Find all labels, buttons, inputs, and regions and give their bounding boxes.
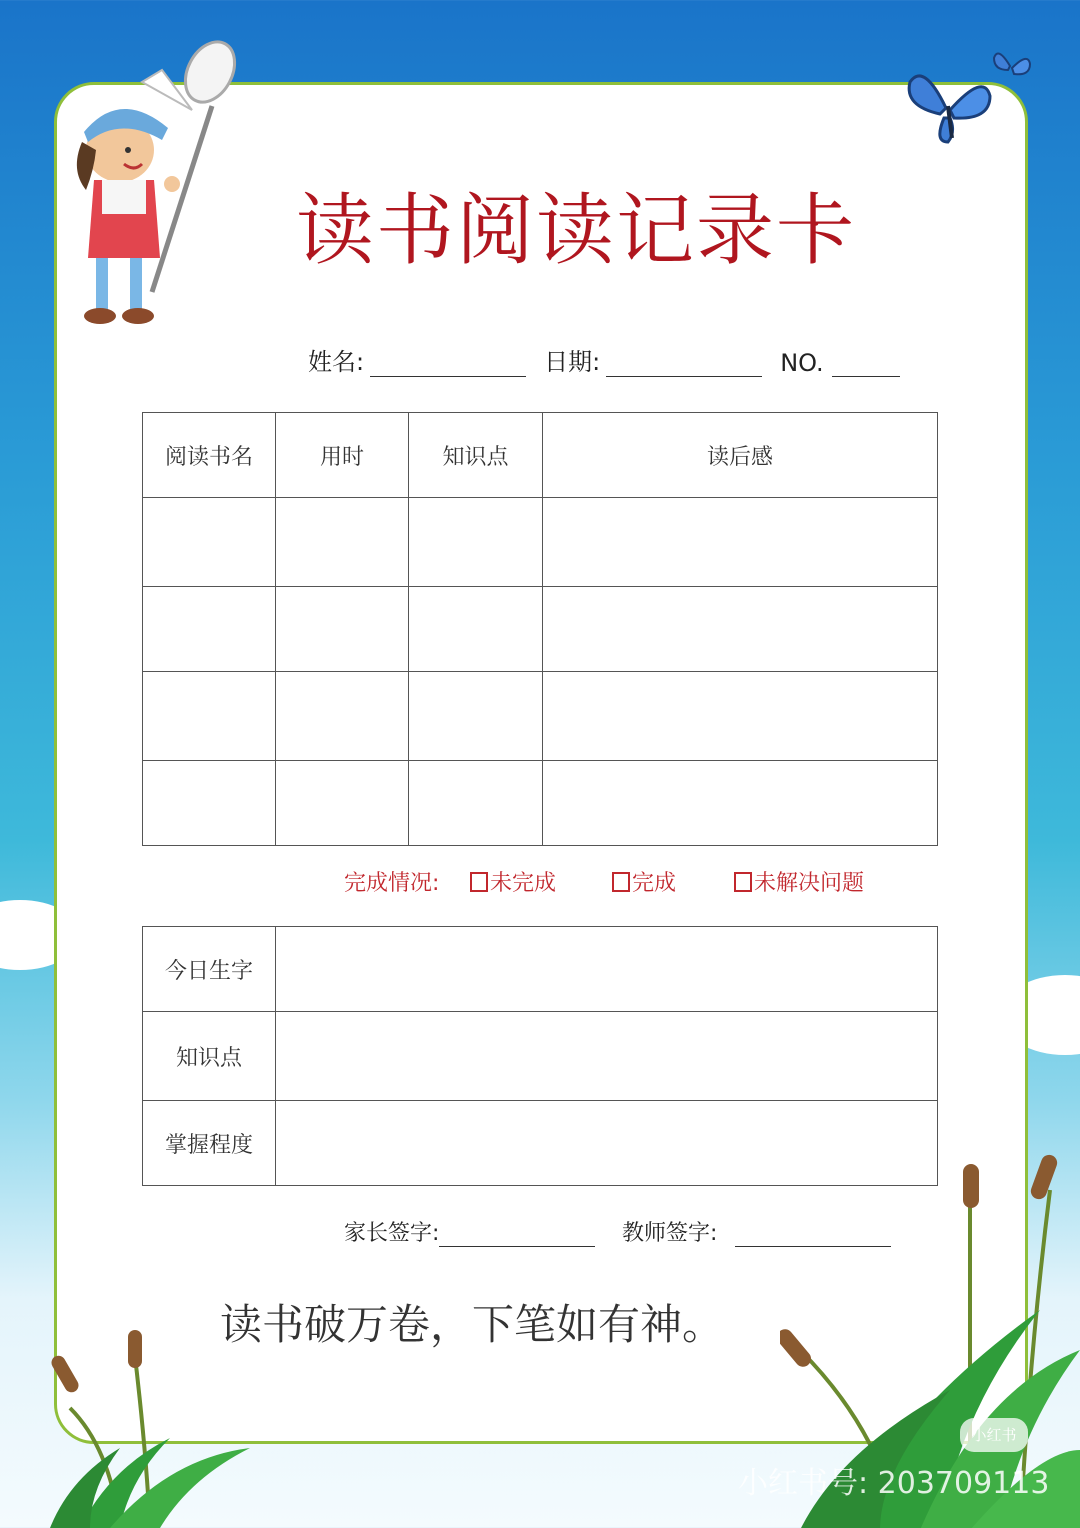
checkbox-icon[interactable] (612, 872, 630, 892)
header-time-spent: 用时 (276, 413, 409, 498)
status-option-incomplete[interactable] (470, 866, 612, 897)
cell-book-title[interactable] (143, 672, 276, 761)
parent-signature-label: 家长签字: (344, 1221, 440, 1246)
no-field[interactable] (832, 347, 900, 377)
checkbox-icon[interactable] (734, 872, 752, 892)
cell-knowledge-points[interactable] (409, 761, 543, 846)
cell-time-spent[interactable] (276, 587, 409, 672)
header-knowledge-points: 知识点 (409, 413, 543, 498)
cell-time-spent[interactable] (276, 672, 409, 761)
cell-book-title[interactable] (143, 587, 276, 672)
header-reflection: 读后感 (543, 413, 938, 498)
cell-knowledge-points[interactable] (409, 498, 543, 587)
row-label-new-characters: 今日生字 (143, 927, 276, 1012)
teacher-signature-label: 教师签字: (622, 1221, 718, 1246)
status-option-unsolved[interactable] (734, 866, 864, 897)
cattail-plants-left (50, 1328, 280, 1528)
table-row (143, 587, 938, 672)
table-row (143, 1012, 938, 1101)
cell-book-title[interactable] (143, 761, 276, 846)
header-book-title: 阅读书名 (143, 413, 276, 498)
table-row (143, 927, 938, 1012)
name-field[interactable] (370, 347, 526, 377)
row-label-knowledge-points: 知识点 (143, 1012, 276, 1101)
table-row (143, 672, 938, 761)
teacher-signature-field[interactable] (735, 1217, 891, 1247)
cell-book-title[interactable] (143, 498, 276, 587)
reading-table (142, 412, 938, 846)
cell-time-spent[interactable] (276, 761, 409, 846)
teacher-signature (622, 1216, 891, 1247)
date-field[interactable] (606, 347, 762, 377)
table-row (143, 1101, 938, 1186)
cell-reflection[interactable] (543, 761, 938, 846)
cell-reflection[interactable] (543, 672, 938, 761)
table-row (143, 498, 938, 587)
status-option-label: 完成 (632, 871, 677, 896)
cell-knowledge-points[interactable] (409, 672, 543, 761)
table-header-row (143, 413, 938, 498)
date-label: 日期: (544, 348, 601, 376)
butterfly-icon (904, 62, 994, 152)
cell-mastery-level[interactable] (276, 1101, 938, 1186)
cell-time-spent[interactable] (276, 498, 409, 587)
cell-knowledge-points[interactable] (276, 1012, 938, 1101)
butterfly-small-icon (990, 44, 1034, 88)
table-row (143, 761, 938, 846)
status-option-label: 未解决问题 (754, 871, 865, 896)
status-label: 完成情况: (344, 871, 440, 896)
parent-signature (344, 1216, 595, 1247)
status-option-complete[interactable] (612, 866, 734, 897)
cell-knowledge-points[interactable] (409, 587, 543, 672)
no-label: NO. (780, 349, 824, 377)
row-label-mastery-level: 掌握程度 (143, 1101, 276, 1186)
cell-new-characters[interactable] (276, 927, 938, 1012)
motto: 读书破万卷，下笔如有神。 (220, 1300, 725, 1349)
learning-table (142, 926, 938, 1186)
parent-signature-field[interactable] (439, 1217, 595, 1247)
cell-reflection[interactable] (543, 498, 938, 587)
status-option-label: 未完成 (490, 871, 557, 896)
watermark-text: 小红书号: 203709113 (738, 1466, 1050, 1501)
completion-status (344, 866, 864, 897)
header-fields (308, 342, 900, 377)
watermark-logo: 小红书 (960, 1418, 1028, 1452)
cell-reflection[interactable] (543, 587, 938, 672)
name-label: 姓名: (308, 348, 365, 376)
checkbox-icon[interactable] (470, 872, 488, 892)
card-title: 读书阅读记录卡 (295, 186, 856, 276)
